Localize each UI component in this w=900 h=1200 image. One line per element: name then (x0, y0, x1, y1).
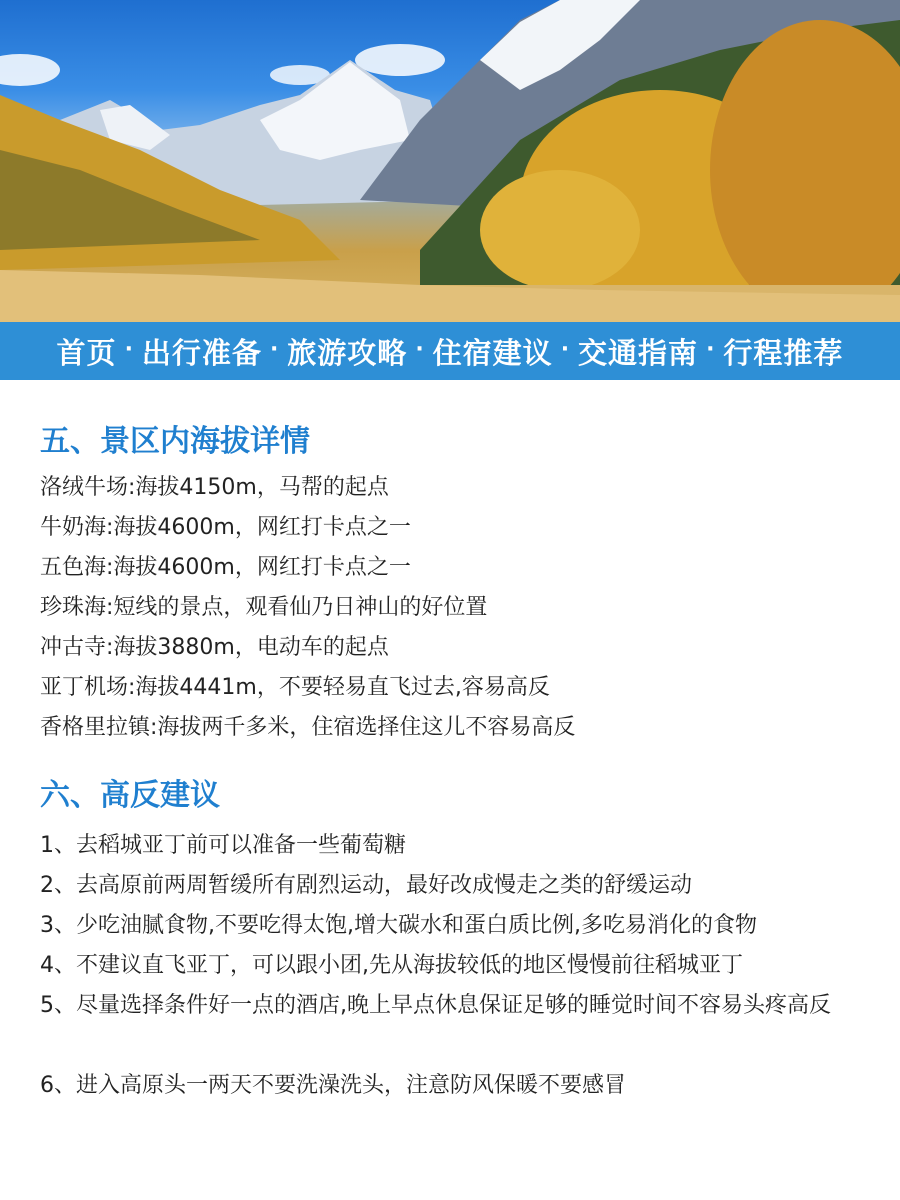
section-title-altitude-sickness: 六、高反建议 (40, 778, 220, 813)
hero-landscape-image (0, 0, 900, 322)
tip-item: 4、不建议直飞亚丁，可以跟小团,先从海拔较低的地区慢慢前往稻城亚丁 (40, 953, 743, 978)
altitude-line: 牛奶海:海拔4600m，网红打卡点之一 (40, 515, 411, 540)
altitude-line: 五色海:海拔4600m，网红打卡点之一 (40, 555, 411, 580)
mountain-landscape-illustration (0, 0, 900, 322)
tip-item: 3、少吃油腻食物,不要吃得太饱,增大碳水和蛋白质比例,多吃易消化的食物 (40, 913, 757, 938)
nav-item-itinerary[interactable]: 行程推荐 (723, 335, 844, 370)
nav-separator: · (415, 336, 425, 362)
nav-separator: · (124, 336, 134, 362)
section-title-altitude: 五、景区内海拔详情 (40, 424, 310, 459)
altitude-line: 香格里拉镇:海拔两千多米，住宿选择住这儿不容易高反 (40, 715, 576, 740)
nav-item-preparation[interactable]: 出行准备 (141, 335, 262, 370)
nav-item-guide[interactable]: 旅游攻略 (287, 335, 408, 370)
nav-item-transport[interactable]: 交通指南 (578, 335, 699, 370)
tip-item: 2、去高原前两周暂缓所有剧烈运动，最好改成慢走之类的舒缓运动 (40, 873, 692, 898)
altitude-line: 冲古寺:海拔3880m，电动车的起点 (40, 635, 389, 660)
altitude-line: 洛绒牛场:海拔4150m，马帮的起点 (40, 475, 389, 500)
nav-separator: · (560, 336, 571, 362)
tip-item: 6、进入高原头一两天不要洗澡洗头，注意防风保暖不要感冒 (40, 1073, 626, 1098)
nav-bar (0, 322, 900, 380)
nav-separator: · (269, 336, 280, 362)
altitude-line: 珍珠海:短线的景点，观看仙乃日神山的好位置 (40, 595, 488, 620)
nav-item-accommodation[interactable]: 住宿建议 (432, 335, 553, 370)
tip-item: 5、尽量选择条件好一点的酒店,晚上早点休息保证足够的睡觉时间不容易头疼高反 (40, 993, 831, 1018)
tip-item: 1、去稻城亚丁前可以准备一些葡萄糖 (40, 833, 406, 858)
nav-separator: · (706, 336, 716, 362)
nav-item-home[interactable]: 首页 (56, 335, 117, 370)
altitude-line: 亚丁机场:海拔4441m，不要轻易直飞过去,容易高反 (40, 675, 550, 700)
